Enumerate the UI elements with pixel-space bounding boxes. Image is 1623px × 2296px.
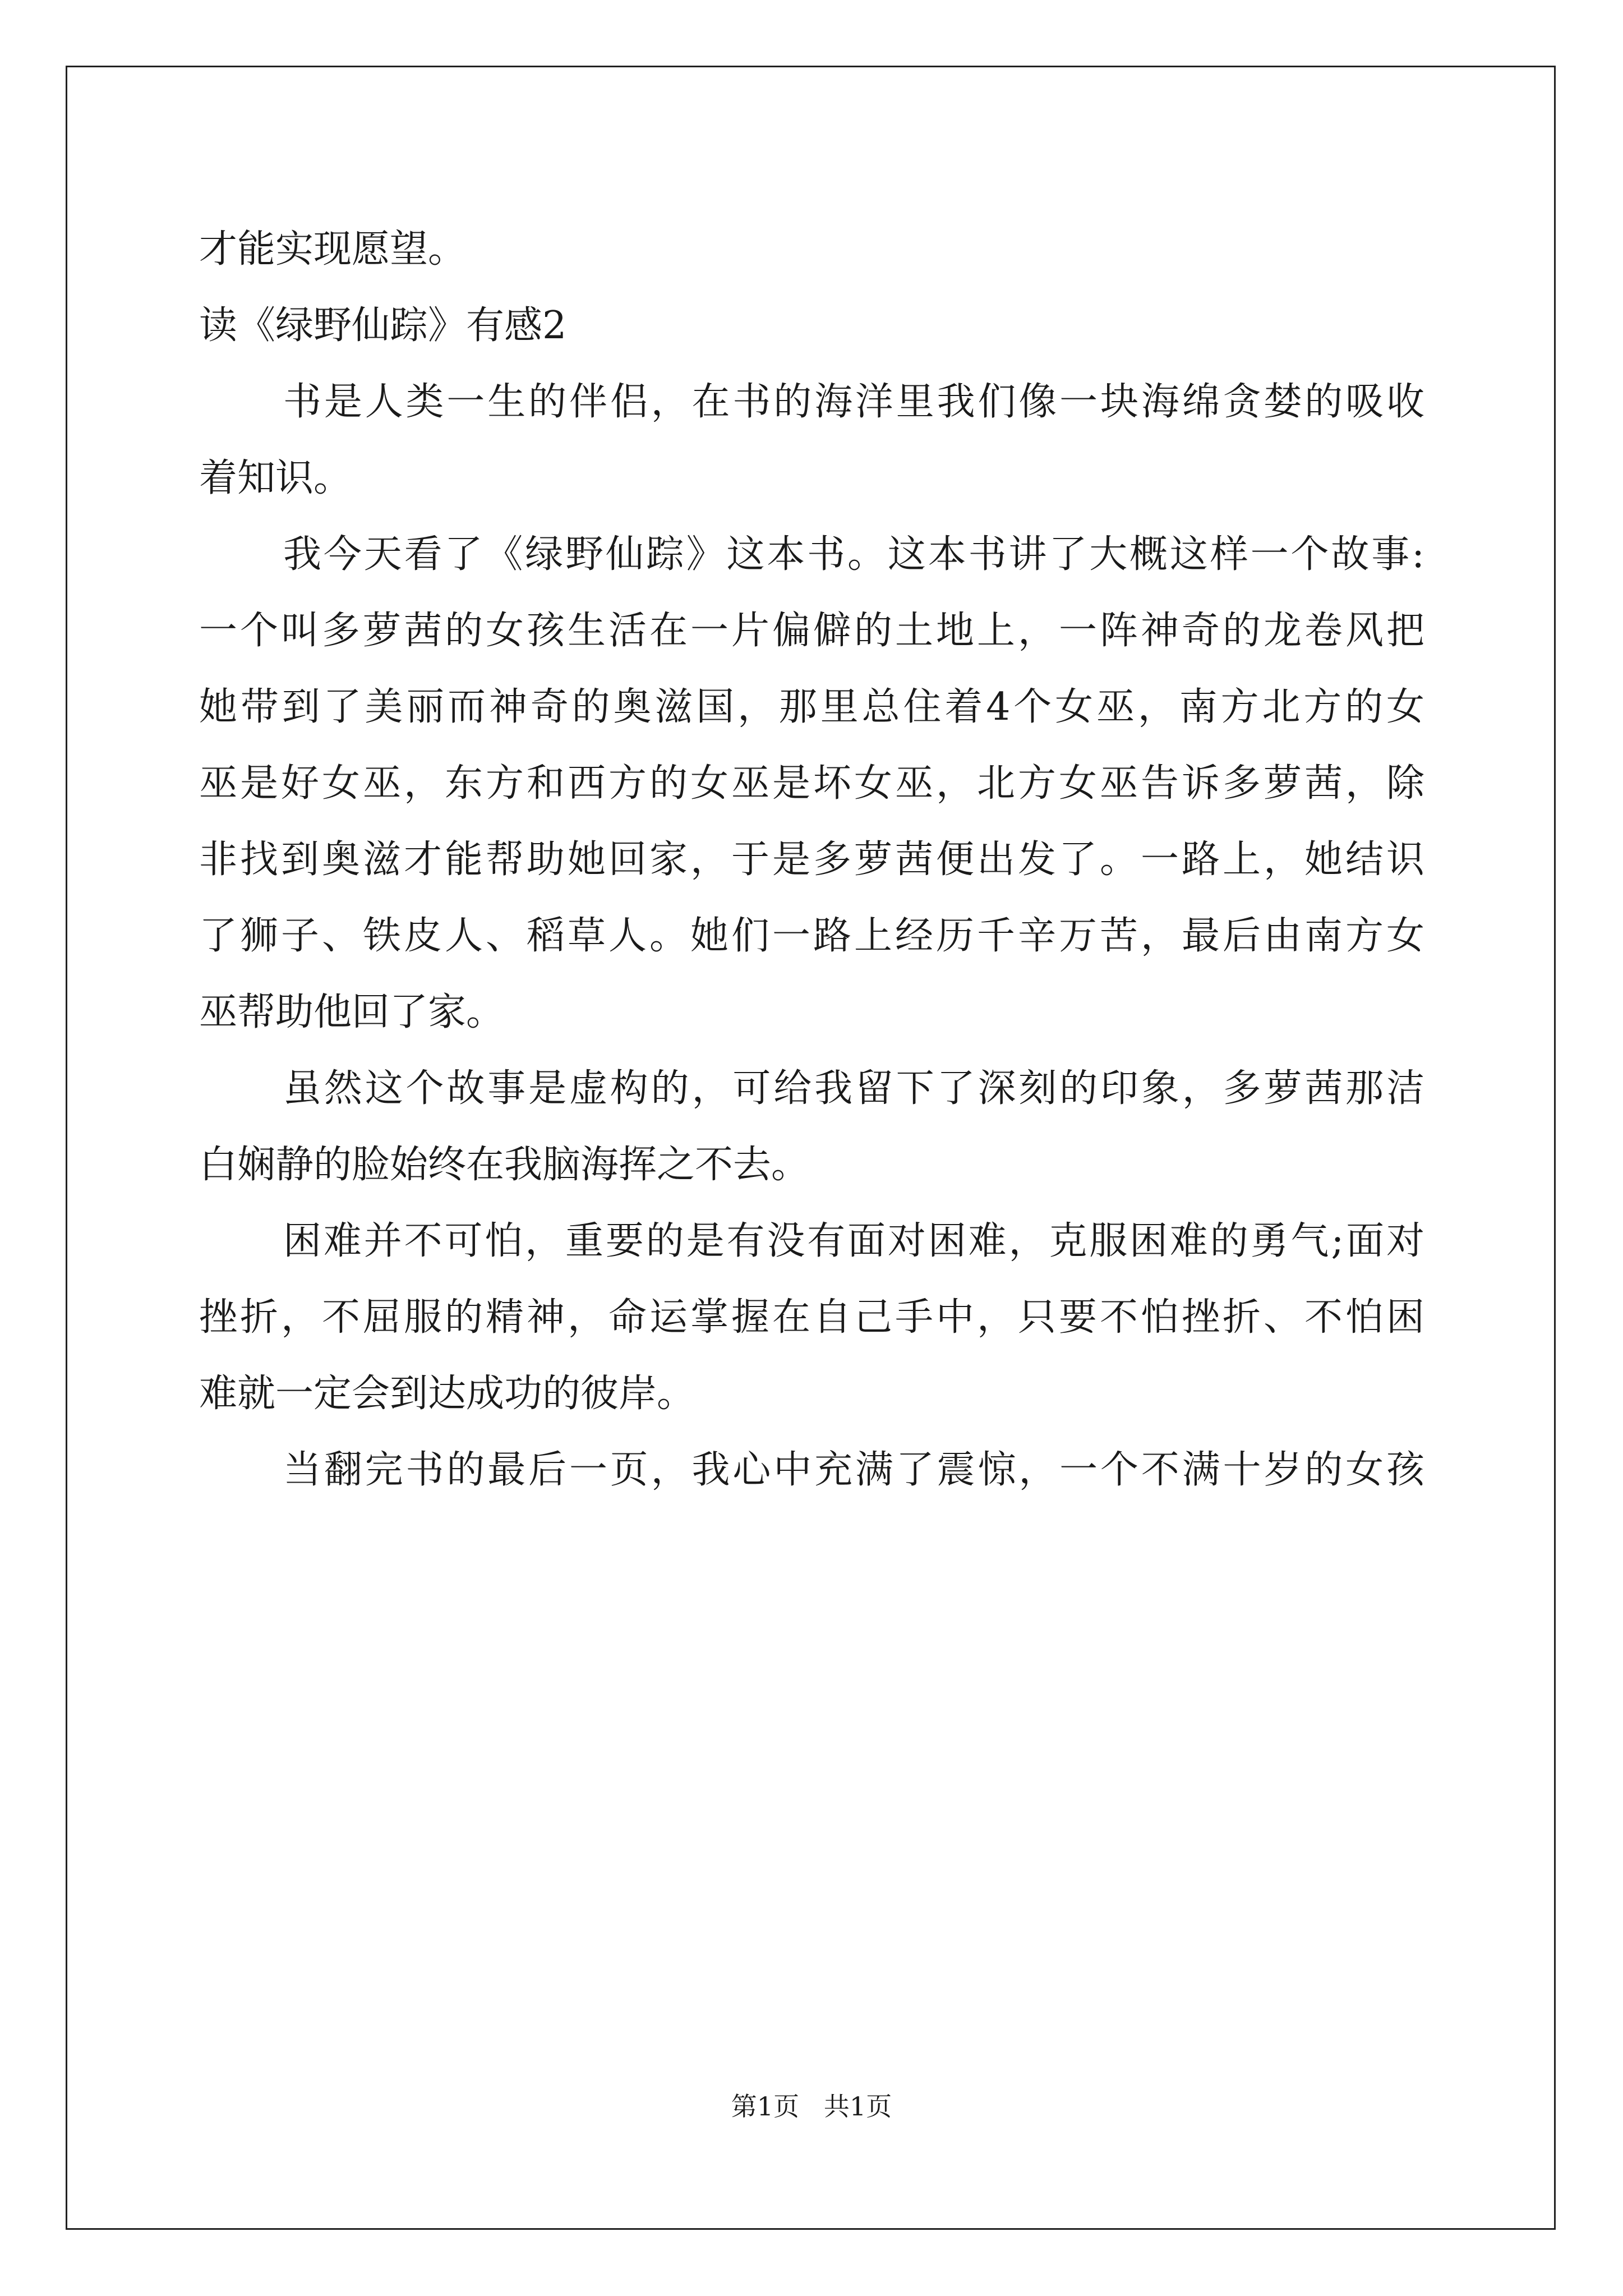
section-heading: 读《绿野仙踪》有感2 bbox=[199, 303, 567, 348]
text-line: 困难并不可怕，重要的是有没有面对困难，克服困难的勇气;面对 bbox=[283, 1219, 1424, 1263]
text-line: 才能实现愿望。 bbox=[199, 227, 467, 272]
text-line: 非找到奥滋才能帮助她回家，于是多萝茜便出发了。一路上，她结识 bbox=[199, 838, 1424, 882]
text-line: 着知识。 bbox=[199, 456, 352, 500]
text-line: 当翻完书的最后一页，我心中充满了震惊，一个不满十岁的女孩 bbox=[283, 1448, 1424, 1492]
text-line: 难就一定会到达成功的彼岸。 bbox=[199, 1372, 695, 1416]
text-line: 一个叫多萝茜的女孩生活在一片偏僻的土地上，一阵神奇的龙卷风把 bbox=[199, 609, 1424, 653]
page-footer: 第1页 共1页 bbox=[731, 2091, 892, 2122]
text-line: 书是人类一生的伴侣，在书的海洋里我们像一块海绵贪婪的吸收 bbox=[283, 380, 1424, 424]
text-line: 白娴静的脸始终在我脑海挥之不去。 bbox=[199, 1143, 810, 1187]
text-line: 虽然这个故事是虚构的，可给我留下了深刻的印象，多萝茜那洁 bbox=[283, 1066, 1424, 1111]
text-line: 挫折，不屈服的精神，命运掌握在自己手中，只要不怕挫折、不怕困 bbox=[199, 1295, 1424, 1340]
text-line: 巫帮助他回了家。 bbox=[199, 990, 505, 1034]
text-line: 巫是好女巫，东方和西方的女巫是坏女巫，北方女巫告诉多萝茜，除 bbox=[199, 761, 1424, 806]
text-line: 了狮子、铁皮人、稻草人。她们一路上经历千辛万苦，最后由南方女 bbox=[199, 914, 1424, 958]
text-line: 她带到了美丽而神奇的奥滋国，那里总住着4个女巫，南方北方的女 bbox=[199, 685, 1424, 729]
text-line: 我今天看了《绿野仙踪》这本书。这本书讲了大概这样一个故事: bbox=[283, 532, 1424, 577]
